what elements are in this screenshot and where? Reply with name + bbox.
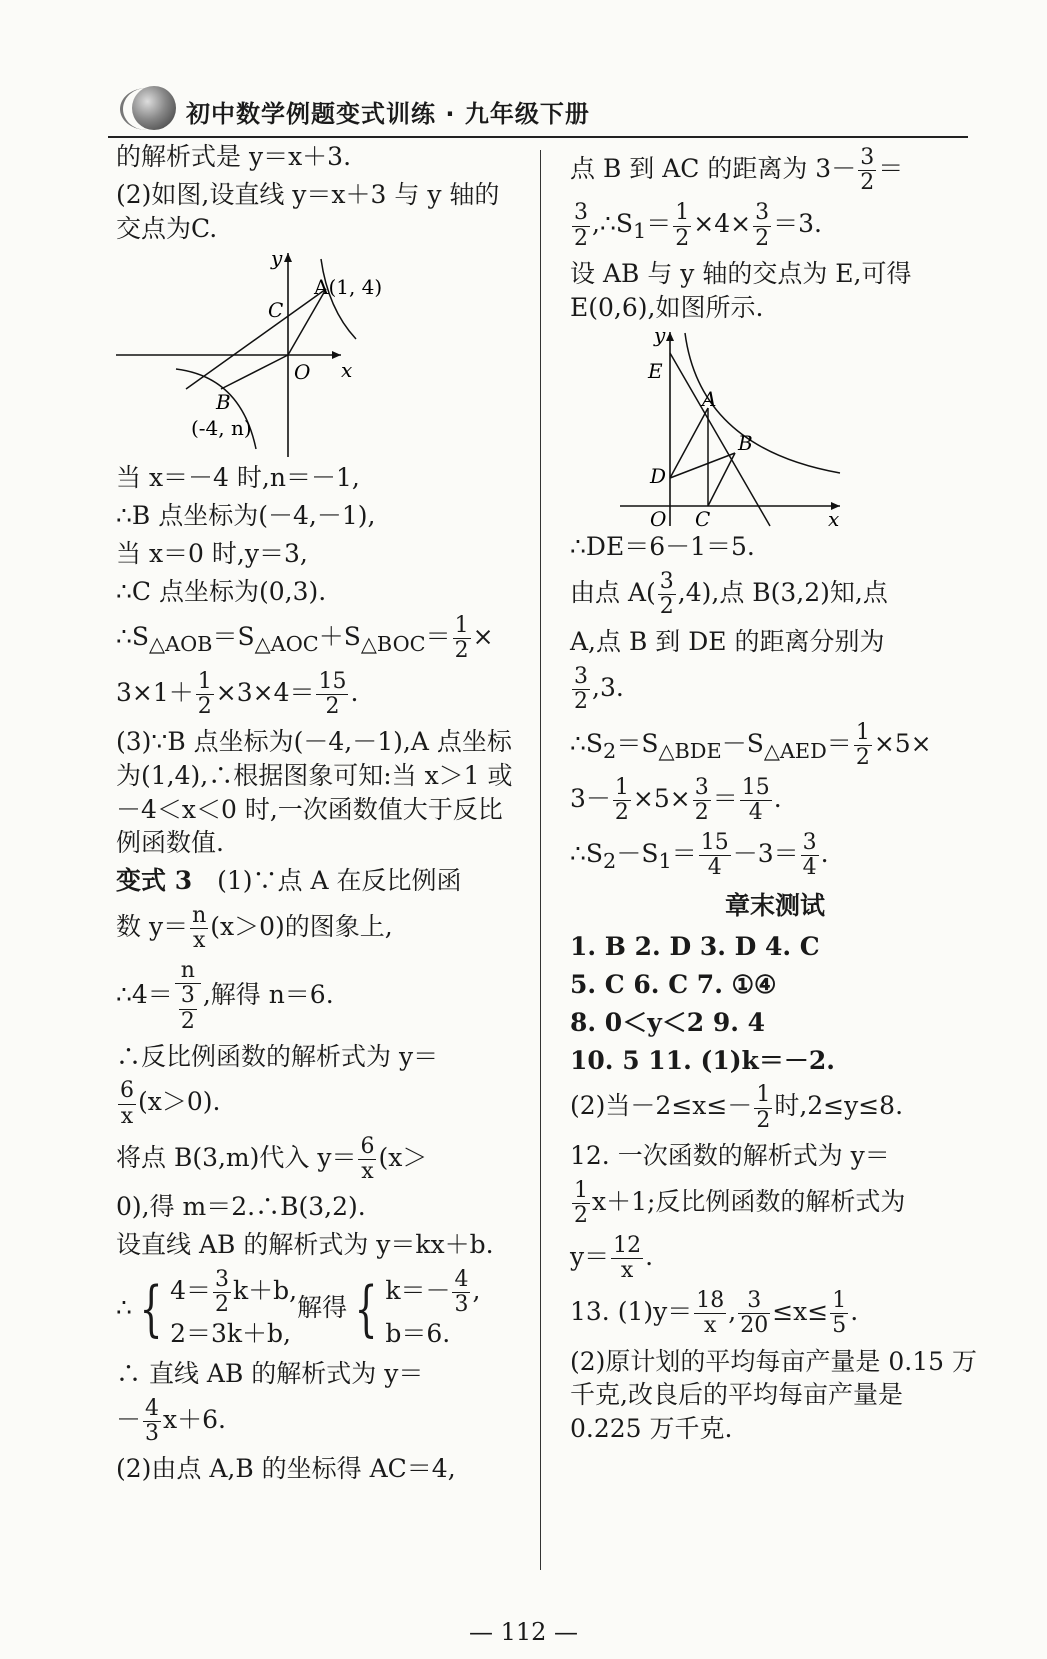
- equation-line: 13. (1)y＝ $\frac{18}{x}$ , $\frac{3}{20}$ ≤x≤ $\frac{1}{5}$ .: [570, 1288, 859, 1339]
- page-header: [112, 84, 672, 134]
- text-line: (2)由点 A,B 的坐标得 AC＝4,: [116, 1453, 456, 1483]
- text-line: 设 AB 与 y 轴的交点为 E,可得 E(0,6),如图所示.: [570, 258, 912, 322]
- equation-system: ∴ { 4＝ $\frac{3}{2}$ k＋b, 2＝3k＋b, 解得 { k＝－ $\frac{4}{3}$ , b＝6.: [116, 1266, 481, 1349]
- text-line: ∴B 点坐标为(－4,－1),: [116, 501, 376, 530]
- point-b-coord: (-4, n): [191, 416, 252, 441]
- answer-line: 1. B 2. D 3. D 4. C: [570, 932, 820, 962]
- text-line: ∴反比例函数的解析式为 y＝: [116, 1041, 439, 1071]
- header-title: 初中数学例题变式训练 · 九年级下册: [186, 100, 590, 128]
- equation-line: (2)当－2≤x≤－ $\frac{1}{2}$ 时,2≤y≤8.: [570, 1082, 904, 1133]
- page-number: — 112 —: [468, 1618, 579, 1646]
- text-line: ∴C 点坐标为(0,3).: [116, 576, 327, 606]
- point-b-label: B: [738, 431, 753, 456]
- fraction: $\frac{15}{2}$: [318, 668, 347, 719]
- fraction: $\frac{6}{x}$: [120, 1078, 134, 1129]
- equation-line: 3×1＋ $\frac{1}{2}$ ×3×4＝ $\frac{15}{2}$ .: [116, 668, 359, 719]
- column-divider: [540, 150, 541, 1570]
- fraction: $\frac{n}{x}$: [192, 902, 207, 953]
- axis-x-label: x: [828, 507, 840, 532]
- equation-line: $\frac{1}{2}$ x＋1;反比例函数的解析式为: [574, 1177, 906, 1228]
- equation-line: 数 y＝ $\frac{n}{x}$ (x＞0)的图象上,: [116, 902, 393, 953]
- equation-line: 由点 A( $\frac{3}{2}$ ,4),点 B(3,2)知,点: [570, 569, 888, 620]
- axis-y-label: y: [654, 323, 666, 348]
- answer-line: 5. C 6. C 7. ①④: [570, 970, 777, 1000]
- section-title: 章末测试: [724, 890, 825, 920]
- equation-line: $\therefore S_2-S_1=$ $\frac{15}{4}$ －3＝ $\frac{3}{4}$ .: [570, 830, 829, 881]
- graph-figure-2: [570, 323, 850, 532]
- text-line: 变式 3 (1)∵点 A 在反比例函: [116, 866, 462, 895]
- point-d-label: D: [650, 464, 667, 489]
- left-column: [116, 140, 516, 1490]
- fraction: $\frac{1}{2}$: [197, 668, 212, 719]
- equation-line: 将点 B(3,m)代入 y＝ $\frac{6}{x}$ (x＞: [116, 1133, 428, 1184]
- text-line: ∴ 直线 AB 的解析式为 y＝: [116, 1358, 424, 1388]
- equation-line: 3－ $\frac{1}{2}$ ×5× $\frac{3}{2}$ ＝ $\frac{15}{4}$ .: [570, 774, 782, 826]
- text-line: A,点 B 到 DE 的距离分别为: [570, 627, 885, 657]
- point-a-label: A: [702, 387, 717, 412]
- graph-figure-1: [116, 246, 383, 459]
- text-line: 当 x＝0 时,y＝3,: [116, 538, 308, 568]
- text-line: 当 x＝－4 时,n＝－1,: [116, 463, 360, 493]
- point-a-label: A(1, 4): [314, 275, 383, 300]
- equation-line: － $\frac{4}{3}$ x＋6.: [116, 1395, 226, 1446]
- answer-line: 10. 5 11. (1)k＝－2.: [570, 1045, 835, 1075]
- equation-line: y＝ $\frac{12}{x}$ .: [570, 1232, 654, 1284]
- text-line: (2)如图,设直线 y＝x＋3 与 y 轴的交点为C.: [116, 179, 500, 243]
- equation-line: $\frac{3}{2}$ $,\therefore S_1=$ $\frac{1}{2}$ ×4× $\frac{3}{2}$ ＝3.: [574, 200, 822, 251]
- equation-line: $\therefore S_2=S_{\triangle BDE}-S_{\triangle AED}=$ $\frac{1}{2}$ ×5×: [570, 719, 932, 770]
- origin-label: O: [294, 360, 311, 385]
- text-line: 0),得 m＝2.∴B(3,2).: [116, 1192, 366, 1222]
- axis-y-label: y: [271, 246, 283, 271]
- header-rule: [108, 136, 968, 138]
- point-c-label: C: [695, 507, 711, 532]
- answer-line: 12. 一次函数的解析式为 y＝: [570, 1140, 890, 1170]
- fraction: $\frac{n}{\frac{3}{2}}$: [175, 959, 201, 1034]
- equation-line: $\therefore S_{\triangle AOB}=S_{\triangle AOC}+S_{\triangle BOC}=$ $\frac{1}{2}$ ×: [116, 613, 494, 664]
- text-line: ∴DE＝6－1＝5.: [570, 532, 755, 562]
- point-b-label: B: [216, 390, 231, 415]
- equation-line: 点 B 到 AC 的距离为 3－ $\frac{3}{2}$ ＝: [570, 145, 904, 196]
- fraction: $\frac{4}{3}$: [145, 1395, 160, 1446]
- point-e-label: E: [648, 359, 663, 384]
- equation-line: ∴4＝ $\frac{n}{\frac{3}{2}}$ ,解得 n＝6.: [116, 958, 334, 1034]
- fraction: $\frac{1}{2}$: [454, 613, 469, 664]
- equation-line: $\frac{3}{2}$ ,3.: [574, 664, 624, 715]
- text-line: (3)∵B 点坐标为(－4,－1),A 点坐标为(1,4),∴根据图象可知:当 x＞1 或－4＜x＜0 时,一次函数值大于反比例函数值.: [116, 727, 513, 858]
- fraction: $\frac{6}{x}$: [360, 1133, 375, 1184]
- origin-label: O: [650, 507, 667, 532]
- point-c-label: C: [268, 298, 284, 323]
- right-column: [570, 140, 980, 1450]
- axis-x-label: x: [341, 358, 353, 383]
- text-line: 的解析式是 y＝x＋3.: [116, 142, 352, 171]
- equation-line: $\frac{6}{x}$ (x＞0).: [120, 1078, 221, 1129]
- answer-line: 8. 0＜y＜2 9. 4: [570, 1007, 766, 1037]
- text-line: 设直线 AB 的解析式为 y＝kx＋b.: [116, 1229, 494, 1259]
- answer-line: (2)原计划的平均每亩产量是 0.15 万千克,改良后的平均每亩产量是 0.225 万千克.: [570, 1346, 977, 1444]
- book-logo-icon: [132, 86, 176, 130]
